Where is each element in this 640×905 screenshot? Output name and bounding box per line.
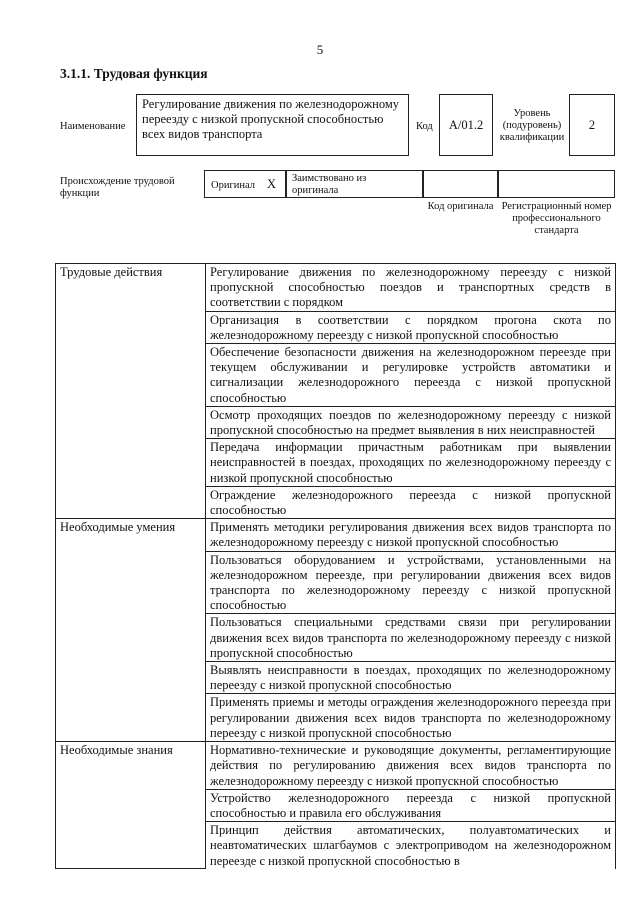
original-label: Оригинал — [211, 180, 255, 191]
name-label: Наименование — [60, 121, 126, 132]
level-label: Уровень (подуровень) квалификации — [499, 108, 565, 143]
origin-label: Происхождение трудовой функции — [60, 176, 175, 199]
table-cell: Нормативно-технические и руководящие документы, регламентирующие действия по регулированию движения всех видов транспорта по железнодорожному переезду с низкой пропускной способностью — [206, 742, 616, 790]
code-box — [439, 94, 493, 156]
original-code-box — [423, 170, 498, 198]
table-cell: Регулирование движения по железнодорожному переезду с низкой пропускной способностью поездов и транспортных средств в соответствии с порядком — [206, 264, 616, 312]
table-row — [56, 264, 616, 312]
borrowed-label: Заимствовано из оригинала — [292, 173, 367, 196]
reg-number-caption: Регистрационный номер профессионального стандарта — [501, 201, 612, 236]
table-cell: Принцип действия автоматических, полуавтоматических и неавтоматических шлагбаумов с электроприводом на железнодорожном переезде с низкой пропускной способностью в — [206, 822, 616, 869]
table-cell: Осмотр проходящих поездов по железнодорожному переезду с низкой пропускной способностью на предмет выявления в них неисправностей — [206, 406, 616, 438]
section-title: 3.1.1. Трудовая функция — [60, 66, 208, 81]
original-box — [204, 170, 286, 198]
table-cell: Пользоваться оборудованием и устройствами, установленными на железнодорожном переезде, при регулировании движения всех видов транспорта по железнодорожному переезду с низкой пропускной способностью — [206, 551, 616, 614]
table-row — [56, 519, 616, 551]
table-cell: Обеспечение безопасности движения на железнодорожном переезде при текущем обслуживании и регулировке устройств автоматики и сигнализации железнодорожного переезда с низкой пропускной способностью — [206, 344, 616, 407]
function-details-table — [55, 263, 616, 869]
reg-number-box — [498, 170, 615, 198]
table-cell: Применять приемы и методы ограждения железнодорожного переезда при регулировании движения всех видов транспорта по железнодорожному переезду с низкой пропускной способностью — [206, 694, 616, 742]
function-name-box — [136, 94, 409, 156]
table-cell: Передача информации причастным работникам при выявлении неисправностей в поездах, проходящих по железнодорожному переезду с низкой пропускной способностью — [206, 439, 616, 487]
table-cell: Применять методики регулирования движения всех видов транспорта по железнодорожному переезду с низкой пропускной способностью — [206, 519, 616, 551]
level-box — [569, 94, 615, 156]
code-value: A/01.2 — [448, 118, 484, 132]
table-cell: Пользоваться специальными средствами связи при регулировании движения всех видов транспорта по железнодорожному переезду с низкой пропускной способностью — [206, 614, 616, 662]
category-labor-actions: Трудовые действия — [56, 264, 206, 519]
table-row — [56, 742, 616, 790]
function-name: Регулирование движения по железнодорожному переезду с низкой пропускной способностью всех видов транспорта — [142, 97, 399, 141]
table-cell: Ограждение железнодорожного переезда с низкой пропускной способностью — [206, 486, 616, 518]
table-cell: Устройство железнодорожного переезда с низкой пропускной способностью и правила его обслуживания — [206, 789, 616, 821]
code-label: Код — [416, 121, 433, 132]
page-number: 5 — [316, 42, 324, 57]
category-required-skills: Необходимые умения — [56, 519, 206, 742]
category-required-knowledge: Необходимые знания — [56, 742, 206, 869]
table-cell: Организация в соответствии с порядком прогона скота по железнодорожному переезду с низкой пропускной способностью — [206, 311, 616, 343]
table-cell: Выявлять неисправности в поездах, проходящих по железнодорожному переезду с низкой пропускной способностью — [206, 662, 616, 694]
borrowed-box — [286, 170, 423, 198]
level-value: 2 — [588, 118, 596, 132]
code-original-caption: Код оригинала — [427, 201, 494, 212]
original-mark: X — [267, 177, 277, 191]
